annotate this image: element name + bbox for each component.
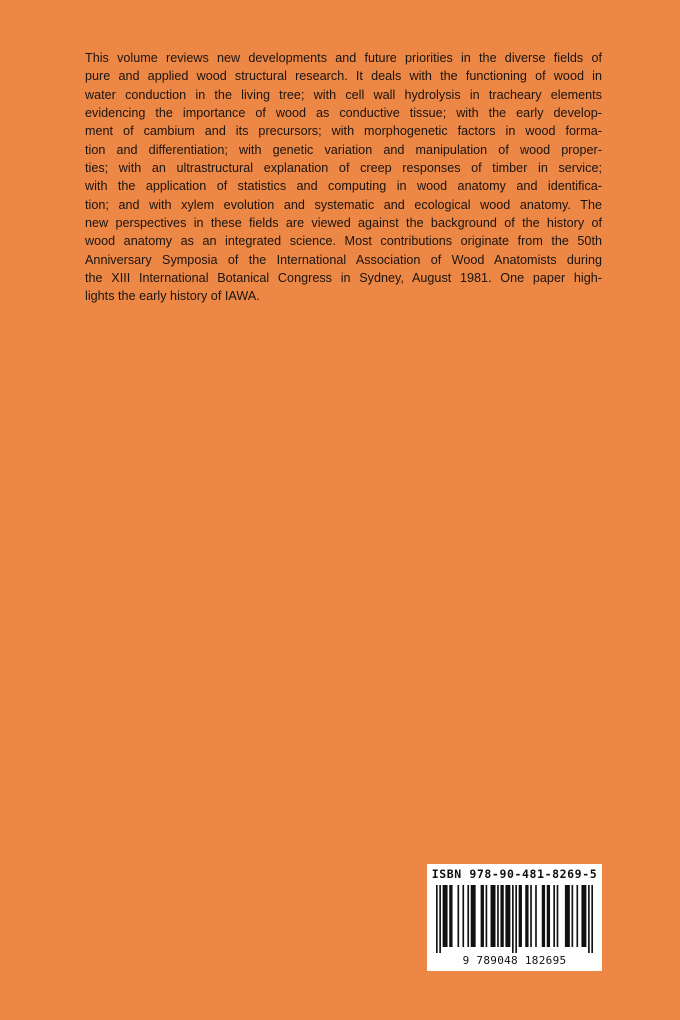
barcode-guard-bar <box>588 885 590 953</box>
barcode-bar <box>565 885 570 947</box>
description-line: pure and applied wood structural research. It deals with the functioning of wood in <box>85 69 602 84</box>
barcode-bar <box>500 885 503 947</box>
description-line: tion; and with xylem evolution and systematic and ecological wood anatomy. The <box>85 197 602 212</box>
barcode-bar <box>547 885 550 947</box>
barcode-bar <box>449 885 452 947</box>
description-line: tion and differentiation; with genetic variation and manipulation of wood proper- <box>85 142 602 157</box>
barcode-bar <box>581 885 586 947</box>
barcode-bar <box>481 885 484 947</box>
barcode-bar <box>467 885 469 947</box>
barcode-bar <box>486 885 488 947</box>
description-line: evidencing the importance of wood as conductive tissue; with the early develop- <box>85 106 602 121</box>
description-line: ment of cambium and its precursors; with morphogenetic factors in wood forma- <box>85 124 602 139</box>
barcode-bar <box>525 885 528 947</box>
isbn-barcode <box>427 864 602 971</box>
barcode-bars <box>436 885 593 953</box>
description-line: Anniversary Symposia of the International Association of Wood Anatomists during <box>85 252 602 267</box>
description-line: ties; with an ultrastructural explanation of creep responses of timber in service; <box>85 161 602 176</box>
barcode-bar <box>553 885 555 947</box>
barcode-guard-bar <box>591 885 593 953</box>
barcode-bar <box>535 885 537 947</box>
barcode-bar <box>443 885 448 947</box>
description-line: with the application of statistics and computing in wood anatomy and identifica- <box>85 179 602 194</box>
barcode-bar <box>497 885 499 947</box>
description-line: wood anatomy as an integrated science. Most contributions originate from the 50th <box>85 234 602 249</box>
description-line: lights the early history of IAWA. <box>85 289 260 304</box>
barcode-guard-bar <box>436 885 438 953</box>
barcode-guard-bar <box>439 885 441 953</box>
barcode-bar <box>457 885 459 947</box>
description-line: water conduction in the living tree; with cell wall hydrolysis in tracheary elements <box>85 87 602 102</box>
barcode-bar <box>576 885 578 947</box>
barcode-bar <box>572 885 574 947</box>
barcode-guard-bar <box>512 885 514 953</box>
barcode-bar <box>519 885 522 947</box>
isbn-label: ISBN 978-90-481-8269-5 <box>431 867 598 881</box>
barcode-bar <box>530 885 532 947</box>
barcode-bar <box>557 885 559 947</box>
barcode-bar <box>471 885 476 947</box>
barcode-bar <box>491 885 496 947</box>
book-description <box>85 49 602 306</box>
ean-number: 9 789048 182695 <box>462 954 567 967</box>
barcode-bar <box>462 885 464 947</box>
description-line: the XIII International Botanical Congress in Sydney, August 1981. One paper high- <box>85 271 602 286</box>
barcode-guard-bar <box>515 885 517 953</box>
barcode-bar <box>505 885 510 947</box>
description-line: This volume reviews new developments and future priorities in the diverse fields of <box>85 51 602 65</box>
description-line: new perspectives in these fields are viewed against the background of the history of <box>85 216 602 231</box>
barcode-bar <box>542 885 545 947</box>
